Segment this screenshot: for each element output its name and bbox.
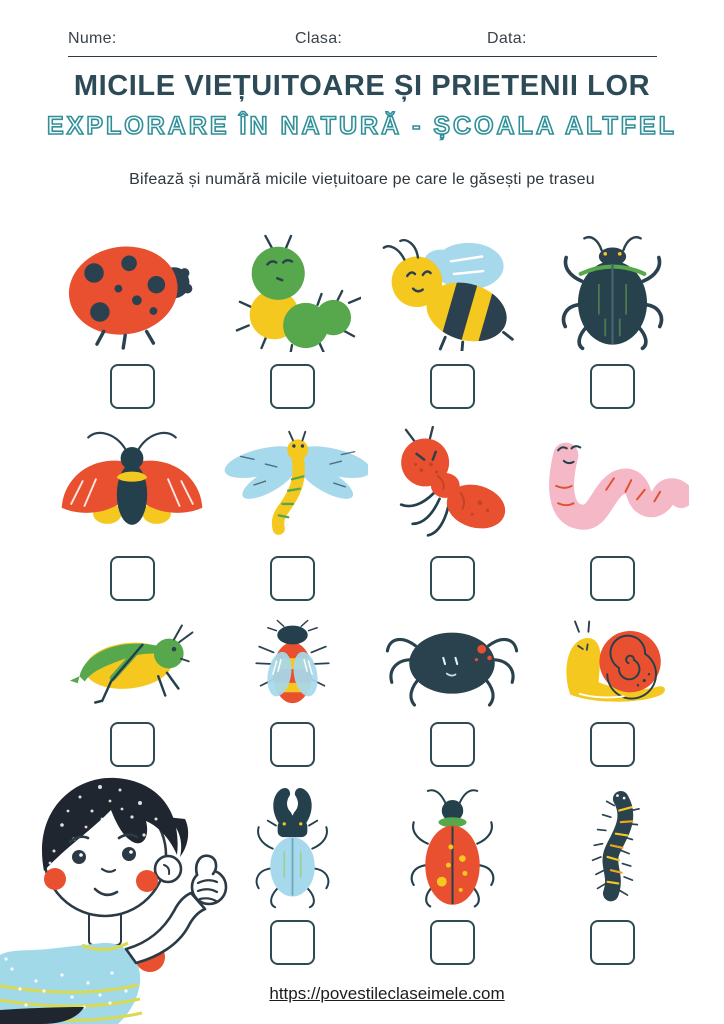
cell-moth <box>52 424 212 616</box>
instruction-text: Bifează și numără micile viețuitoare pe care le găsești pe traseu <box>129 171 595 188</box>
moth-checkbox[interactable] <box>110 556 155 601</box>
cell-caterpillar <box>212 232 372 424</box>
spider-checkbox[interactable] <box>430 722 475 767</box>
cell-spider <box>372 616 532 784</box>
ladybug-icon <box>59 232 205 352</box>
grasshopper-icon <box>62 616 202 712</box>
fly-icon <box>249 616 336 712</box>
cell-ant <box>372 424 532 616</box>
cell-dragonfly <box>212 424 372 616</box>
date-field-label: Data: <box>487 30 527 47</box>
cell-bee <box>372 232 532 424</box>
centipede-icon <box>571 784 654 910</box>
moth-icon <box>56 424 208 544</box>
worm-checkbox[interactable] <box>590 556 635 601</box>
fill-in-line[interactable] <box>68 56 657 57</box>
stag-beetle-checkbox[interactable] <box>270 920 315 965</box>
red-beetle-checkbox[interactable] <box>430 920 475 965</box>
dragonfly-icon <box>216 424 368 544</box>
cell-ground-beetle <box>532 232 692 424</box>
bee-icon <box>379 232 525 352</box>
worm-icon <box>535 424 689 544</box>
ladybug-checkbox[interactable] <box>110 364 155 409</box>
snail-checkbox[interactable] <box>590 722 635 767</box>
red-beetle-icon <box>403 784 502 910</box>
dragonfly-checkbox[interactable] <box>270 556 315 601</box>
ant-checkbox[interactable] <box>430 556 475 601</box>
caterpillar-checkbox[interactable] <box>270 364 315 409</box>
caterpillar-icon <box>223 232 361 352</box>
ground-beetle-checkbox[interactable] <box>590 364 635 409</box>
fly-checkbox[interactable] <box>270 722 315 767</box>
stag-beetle-icon <box>243 784 342 910</box>
ant-icon <box>380 424 524 544</box>
page-subtitle: EXPLORARE ÎN NATURĂ - ȘCOALA ALTFEL <box>47 112 677 140</box>
spider-icon <box>382 616 522 712</box>
name-field-label: Nume: <box>68 30 117 47</box>
bee-checkbox[interactable] <box>430 364 475 409</box>
cell-ladybug <box>52 232 212 424</box>
cell-worm <box>532 424 692 616</box>
centipede-checkbox[interactable] <box>590 920 635 965</box>
ground-beetle-icon <box>558 232 667 352</box>
footer <box>0 984 724 1004</box>
class-field-label: Clasa: <box>295 30 343 47</box>
page-title: MICILE VIEȚUITOARE ȘI PRIETENII LOR <box>73 70 651 102</box>
website-link[interactable]: https://povestileclaseimele.com <box>269 984 505 1003</box>
snail-icon <box>553 616 671 712</box>
cell-snail <box>532 616 692 784</box>
